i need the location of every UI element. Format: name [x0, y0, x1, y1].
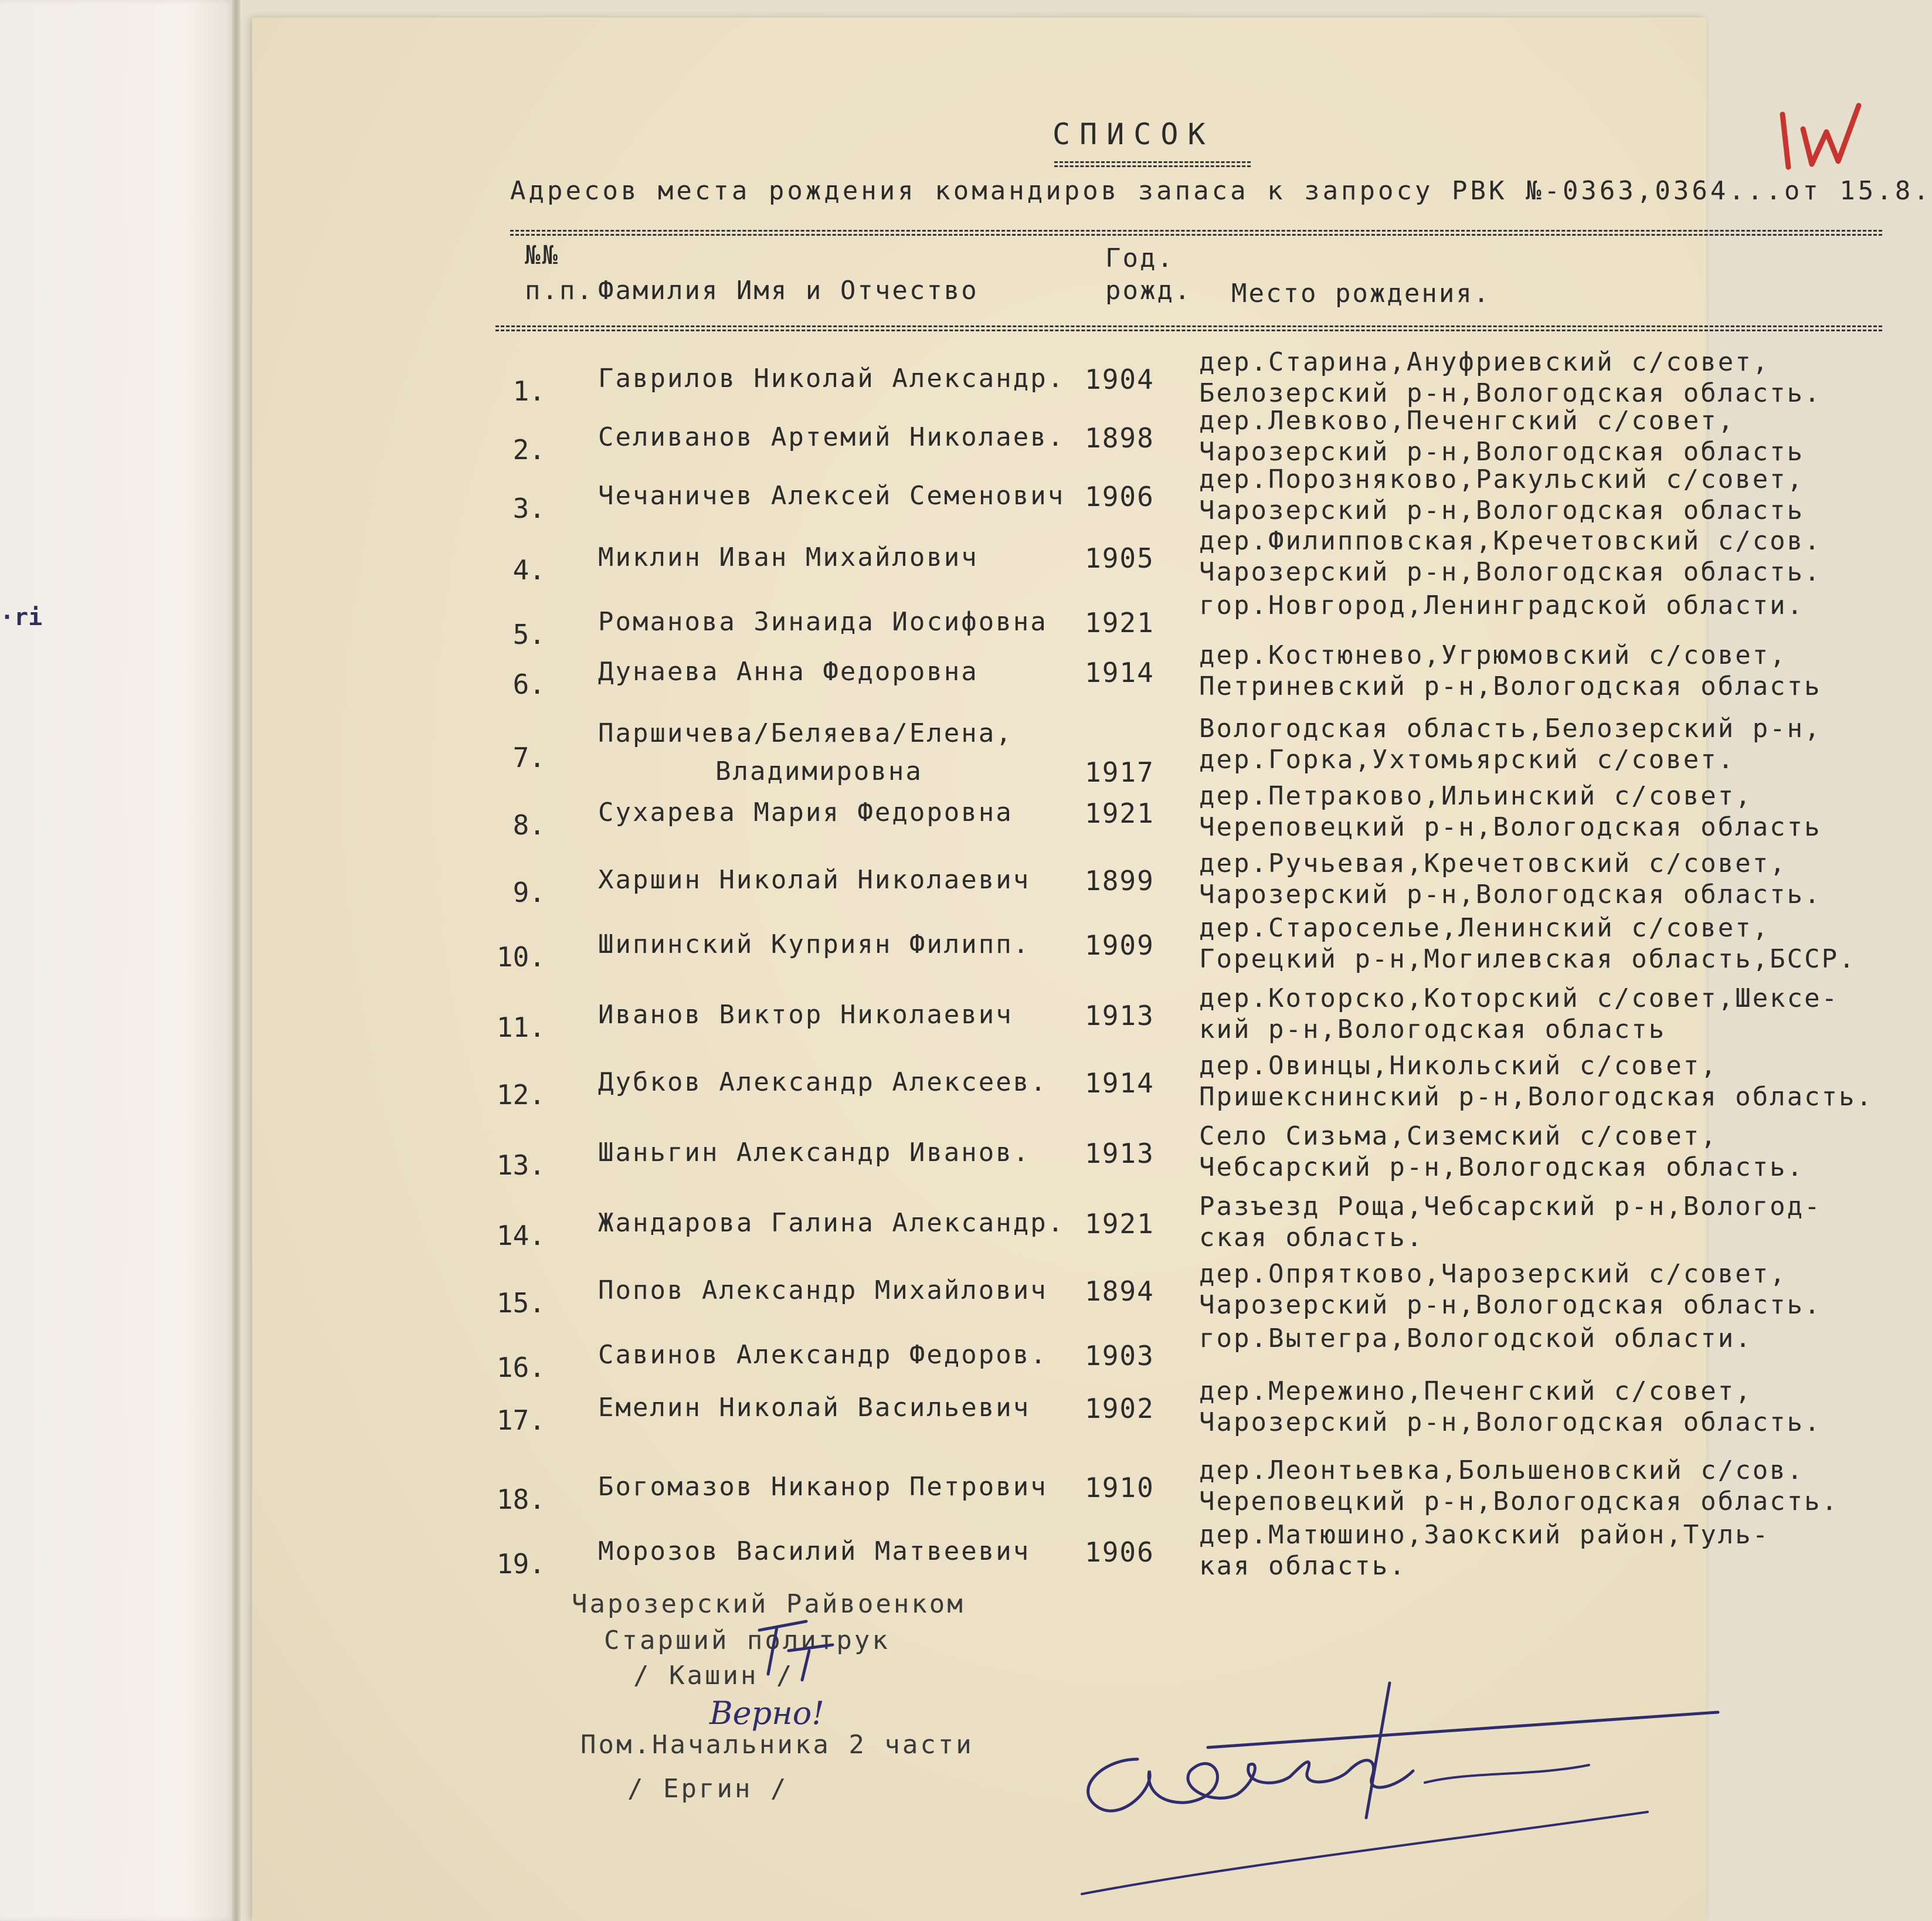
row-place-line2: Чарозерский р-н,Вологодская область.	[1199, 1290, 1822, 1320]
row-fullname: Дубков Александр Алексеев.	[598, 1067, 1048, 1097]
row-number: 1.	[512, 375, 545, 407]
row-fullname: Богомазов Никанор Петрович	[598, 1472, 1048, 1502]
handwritten-signature	[1061, 1671, 1741, 1906]
row-place-line2: кий р-н,Вологодская область	[1199, 1014, 1666, 1044]
row-year: 1906	[1085, 1536, 1155, 1568]
row-place-line2: Чарозерский р-н,Вологодская область.	[1199, 557, 1822, 587]
row-place-line2: Чарозерский р-н,Вологодская область	[1199, 437, 1805, 467]
row-year: 1906	[1085, 481, 1155, 513]
row-number: 15.	[496, 1287, 545, 1319]
row-fullname: Шаньгин Александр Иванов.	[598, 1138, 1031, 1167]
row-year: 1914	[1085, 1067, 1155, 1099]
row-year: 1905	[1085, 542, 1155, 574]
row-place-line2: дер.Горка,Ухтомьярский с/совет.	[1199, 745, 1736, 775]
row-number: 7.	[512, 742, 545, 773]
header-year-line1: Год.	[1105, 243, 1174, 273]
row-year: 1921	[1085, 1208, 1155, 1240]
row-place-line1: гор.Новгород,Ленинградской области.	[1199, 590, 1805, 620]
row-number: 13.	[496, 1149, 545, 1181]
previous-page	[0, 0, 235, 1921]
row-place-line2: Череповецкий р-н,Вологодская область	[1199, 812, 1822, 842]
verified-note: Верно!	[709, 1695, 824, 1732]
row-number: 6.	[512, 668, 545, 700]
row-place-line2: Чарозерский р-н,Вологодская область	[1199, 495, 1805, 525]
row-fullname: Гаврилов Николай Александр.	[598, 364, 1065, 393]
title-underline	[1054, 161, 1251, 167]
row-fullname: Емелин Николай Васильевич	[598, 1393, 1031, 1423]
row-place-line2: Чарозерский р-н,Вологодская область.	[1199, 880, 1822, 909]
row-year: 1921	[1085, 797, 1155, 829]
row-place-line1: дер.Порозняково,Ракульский с/совет,	[1199, 464, 1805, 494]
page-binding	[232, 0, 240, 1921]
row-fullname: Селиванов Артемий Николаев.	[598, 422, 1065, 452]
row-number: 14.	[496, 1220, 545, 1251]
row-place-line1: Село Сизьма,Сиземский с/совет,	[1199, 1121, 1718, 1151]
row-place-line1: дер.Мережино,Печенгский с/совет,	[1199, 1376, 1753, 1406]
header-rule-top	[510, 230, 1882, 236]
row-number: 4.	[512, 554, 545, 586]
signature-line-5: / Ергин /	[627, 1774, 789, 1804]
header-number-line2: п.п.	[525, 276, 594, 306]
row-number: 2.	[512, 434, 545, 466]
row-place-line1: дер.Леонтьевка,Большеновский с/сов.	[1199, 1455, 1805, 1485]
row-place-line2: Чебсарский р-н,Вологодская область.	[1199, 1152, 1805, 1182]
row-place-line2: Череповецкий р-н,Вологодская область.	[1199, 1486, 1839, 1516]
row-number: 19.	[496, 1548, 545, 1580]
row-place-line1: дер.Старина,Ануфриевский с/совет,	[1199, 347, 1770, 377]
row-fullname: Попов Александр Михайлович	[598, 1275, 1048, 1305]
row-fullname: Морозов Василий Матвеевич	[598, 1536, 1031, 1566]
row-place-line2: кая область.	[1199, 1551, 1407, 1581]
row-number: 9.	[512, 877, 545, 908]
document-title: СПИСОК	[1052, 117, 1215, 151]
row-number: 3.	[512, 493, 545, 524]
row-number: 18.	[496, 1484, 545, 1515]
row-number: 12.	[496, 1079, 545, 1111]
row-fullname-line2: Владимировна	[715, 756, 923, 786]
row-number: 11.	[496, 1012, 545, 1043]
row-place-line2: Белозерский р-н,Вологодская область.	[1199, 378, 1822, 408]
row-year: 1913	[1085, 1138, 1155, 1169]
row-number: 16.	[496, 1352, 545, 1383]
row-place-line1: дер.Овинцы,Никольский с/совет,	[1199, 1051, 1718, 1081]
header-year-line2: рожд.	[1105, 276, 1192, 306]
header-number-line1: №№	[525, 240, 559, 270]
row-number: 17.	[496, 1404, 545, 1436]
row-fullname: Харшин Николай Николаевич	[598, 865, 1031, 895]
row-place-line2: Петриневский р-н,Вологодская область	[1199, 671, 1822, 701]
row-place-line1: гор.Вытегра,Вологодской области.	[1199, 1323, 1753, 1353]
row-fullname: Жандарова Галина Александр.	[598, 1208, 1065, 1238]
row-place-line2: ская область.	[1199, 1223, 1424, 1253]
row-year: 1921	[1085, 607, 1155, 639]
row-year: 1899	[1085, 865, 1155, 897]
row-fullname: Савинов Александр Федоров.	[598, 1340, 1048, 1370]
row-year: 1904	[1085, 364, 1155, 395]
row-place-line1: дер.Филипповская,Кречетовский с/сов.	[1199, 526, 1822, 556]
row-year: 1894	[1085, 1275, 1155, 1307]
ink-mark	[0, 604, 41, 651]
row-place-line1: Разъезд Роща,Чебсарский р-н,Вологод-	[1199, 1192, 1822, 1221]
row-fullname: Чечаничев Алексей Семенович	[598, 481, 1065, 511]
header-place: Место рождения.	[1231, 279, 1491, 308]
row-number: 10.	[496, 941, 545, 973]
row-place-line1: дер.Опрятково,Чарозерский с/совет,	[1199, 1259, 1787, 1289]
row-fullname: Сухарева Мария Федоровна	[598, 797, 1013, 827]
row-year: 1910	[1085, 1472, 1155, 1503]
handwritten-initials	[751, 1618, 838, 1683]
row-place-line1: дер.Костюнево,Угрюмовский с/совет,	[1199, 640, 1787, 670]
row-place-line1: дер.Ручьевая,Кречетовский с/совет,	[1199, 849, 1787, 878]
row-year: 1917	[1085, 756, 1155, 788]
row-fullname: Романова Зинаида Иосифовна	[598, 607, 1048, 637]
row-place-line1: дер.Левково,Печенгский с/совет,	[1199, 406, 1736, 436]
row-year: 1902	[1085, 1393, 1155, 1424]
row-fullname: Миклин Иван Михайлович	[598, 542, 979, 572]
row-year: 1909	[1085, 929, 1155, 961]
row-fullname: Дунаева Анна Федоровна	[598, 657, 979, 687]
row-number: 5.	[512, 619, 545, 650]
row-place-line2: Пришекснинский р-н,Вологодская область.	[1199, 1082, 1874, 1112]
row-fullname: Шипинский Куприян Филипп.	[598, 929, 1031, 959]
row-fullname: Иванов Виктор Николаевич	[598, 1000, 1013, 1030]
signature-line-3: / Кашин /	[633, 1661, 794, 1691]
row-year: 1914	[1085, 657, 1155, 688]
row-year: 1898	[1085, 422, 1155, 454]
row-fullname: Паршичева/Беляева/Елена,	[598, 718, 1013, 748]
row-year: 1903	[1085, 1340, 1155, 1372]
signature-line-2: Старший политрук	[604, 1625, 890, 1655]
row-number: 8.	[512, 809, 545, 841]
row-place-line2: Горецкий р-н,Могилевская область,БССР.	[1199, 944, 1856, 974]
row-place-line1: Вологодская область,Белозерский р-н,	[1199, 714, 1822, 744]
row-place-line1: дер.Староселье,Ленинский с/совет,	[1199, 913, 1770, 943]
row-place-line1: дер.Петраково,Ильинский с/совет,	[1199, 781, 1753, 811]
header-name: Фамилия Имя и Отчество	[598, 276, 979, 306]
row-place-line2: Чарозерский р-н,Вологодская область.	[1199, 1407, 1822, 1437]
row-year: 1913	[1085, 1000, 1155, 1031]
signature-line-4: Пом.Начальника 2 части	[580, 1730, 974, 1760]
header-rule-bottom	[495, 325, 1882, 331]
document-page	[252, 18, 1932, 1921]
row-place-line1: дер.Матюшино,Заокский район,Туль-	[1199, 1520, 1770, 1550]
document-subtitle: Адресов места рождения командиров запаса к запросу РВК №-0363,0364...от 15.8.	[510, 176, 1932, 206]
red-pencil-mark	[1771, 97, 1888, 179]
row-place-line1: дер.Которско,Которский с/совет,Шексе-	[1199, 983, 1839, 1013]
signature-line-1: Чарозерский Райвоенком	[572, 1589, 965, 1619]
